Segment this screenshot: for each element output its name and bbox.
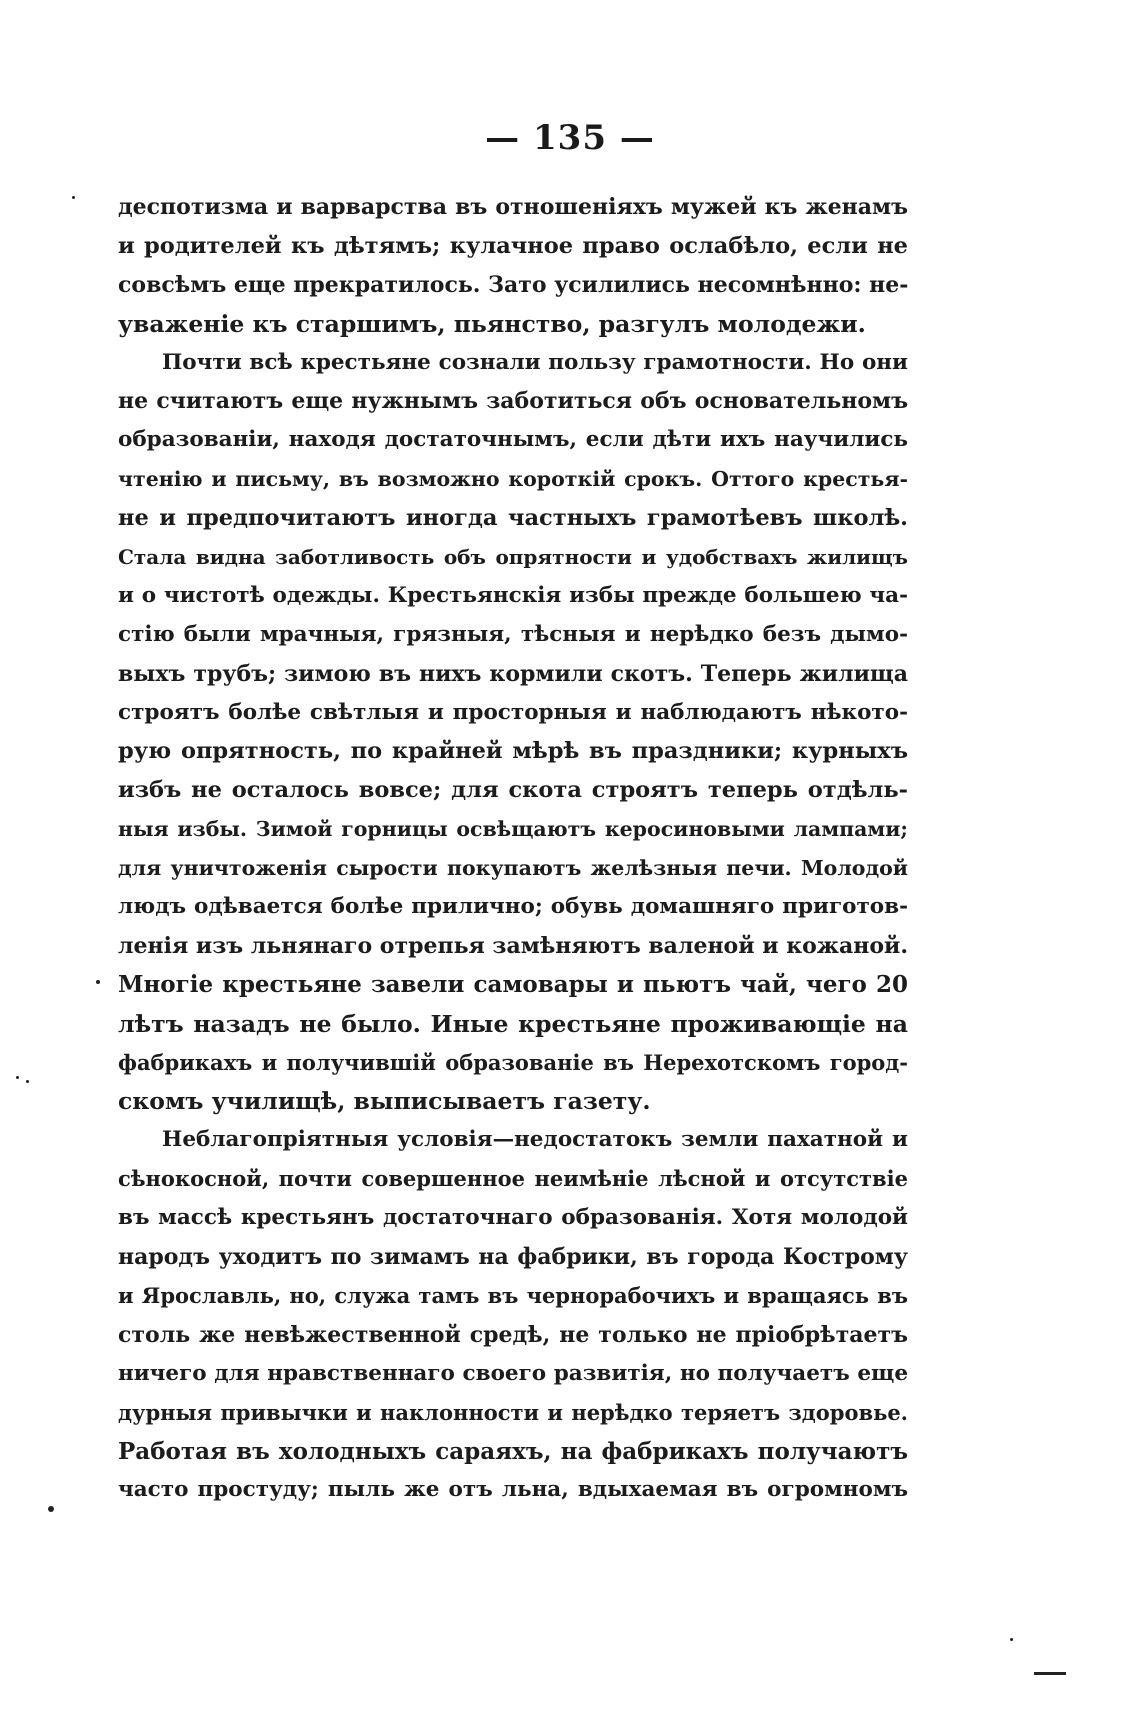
text-line: фабрикахъ и получившій образованіе въ Нерехотскомъ город- bbox=[118, 1049, 908, 1075]
text-line: Многіе крестьяне завели самовары и пьютъ чай, чего 20 bbox=[118, 970, 908, 998]
text-line: и родителей къ дѣтямъ; кулачное право ослабѣло, если не bbox=[118, 232, 908, 259]
text-line: чтенію и письму, въ возможно короткій срокъ. Оттого крестья- bbox=[118, 467, 908, 492]
paragraph-first-line: Почти всѣ крестьяне сознали пользу грамотности. Но они bbox=[162, 349, 908, 375]
text-line: рую опрятность, по крайней мѣрѣ въ праздники; курныхъ bbox=[118, 738, 908, 765]
text-line: ленія изъ льнянаго отрепья замѣняютъ валеной и кожаной. bbox=[118, 932, 908, 959]
text-line: ныя избы. Зимой горницы освѣщаютъ керосиновыми лампами; bbox=[118, 817, 908, 842]
text-line: выхъ трубъ; зимою въ нихъ кормили скотъ. Теперь жилища bbox=[118, 660, 908, 687]
scan-speck bbox=[1010, 1638, 1013, 1641]
text-line: въ массѣ крестьянъ достаточнаго образованія. Хотя молодой bbox=[118, 1205, 908, 1231]
scan-speck bbox=[96, 980, 100, 984]
text-line: для уничтоженія сырости покупаютъ желѣзныя печи. Молодой bbox=[118, 856, 908, 881]
paragraph-first-line: Неблагопріятныя условія—недостатокъ земли пахатной и bbox=[162, 1127, 908, 1153]
text-line: Стала видна заботливость объ опрятности и удобствахъ жилищъ bbox=[118, 545, 908, 570]
text-line: часто простуду; пыль же отъ льна, вдыхаемая въ огромномъ bbox=[118, 1477, 908, 1503]
text-line: дурныя привычки и наклонности и нерѣдко теряетъ здоровье. bbox=[118, 1399, 908, 1425]
text-line: скомъ училищѣ, выписываетъ газету. bbox=[118, 1087, 651, 1116]
scan-dash-mark bbox=[1034, 1672, 1066, 1675]
text-line: избъ не осталось вовсе; для скота строятъ теперь отдѣль- bbox=[118, 777, 908, 804]
text-line: уваженіе къ старшимъ, пьянство, разгулъ молодежи. bbox=[118, 309, 866, 338]
text-line: строятъ болѣе свѣтлыя и просторныя и наблюдаютъ нѣкото- bbox=[118, 699, 908, 725]
page-number: — 135 — bbox=[485, 118, 655, 158]
text-line: и Ярославль, но, служа тамъ въ чернорабочихъ и вращаясь въ bbox=[118, 1282, 908, 1308]
body-text bbox=[118, 188, 908, 1510]
text-line: столь же невѣжественной средѣ, не только не пріобрѣтаетъ bbox=[118, 1321, 908, 1348]
text-line: людъ одѣвается болѣе прилично; обувь домашняго приготов- bbox=[118, 894, 908, 920]
text-line: лѣтъ назадъ не было. Иные крестьяне проживающіе на bbox=[118, 1009, 908, 1038]
text-line: деспотизма и варварства въ отношеніяхъ мужей къ женамъ bbox=[118, 194, 908, 220]
text-line: образованіи, находя достаточнымъ, если дѣти ихъ научились bbox=[118, 427, 908, 453]
text-line: стію были мрачныя, грязныя, тѣсныя и нерѣдко безъ дымо- bbox=[118, 621, 908, 647]
text-line: и о чистотѣ одежды. Крестьянскія избы прежде большею ча- bbox=[118, 582, 908, 608]
scan-speck bbox=[72, 196, 75, 199]
text-line: сѣнокосной, почти совершенное неимѣніе лѣсной и отсутствіе bbox=[118, 1166, 908, 1192]
text-line: народъ уходитъ по зимамъ на фабрики, въ города Кострому bbox=[118, 1244, 908, 1271]
text-line: не и предпочитаютъ иногда частныхъ грамотѣевъ школѣ. bbox=[118, 505, 908, 532]
text-line: не считаютъ еще нужнымъ заботиться объ основательномъ bbox=[118, 388, 908, 415]
scan-speck bbox=[26, 1080, 29, 1083]
text-line: ничего для нравственнаго своего развитія, но получаетъ еще bbox=[118, 1360, 908, 1386]
scan-speck bbox=[16, 1076, 19, 1079]
text-line: совсѣмъ еще прекратилось. Зато усилились несомнѣнно: не- bbox=[118, 271, 909, 298]
text-line: Работая въ холодныхъ сараяхъ, на фабрикахъ получаютъ bbox=[118, 1437, 908, 1465]
scan-speck bbox=[48, 1506, 54, 1512]
